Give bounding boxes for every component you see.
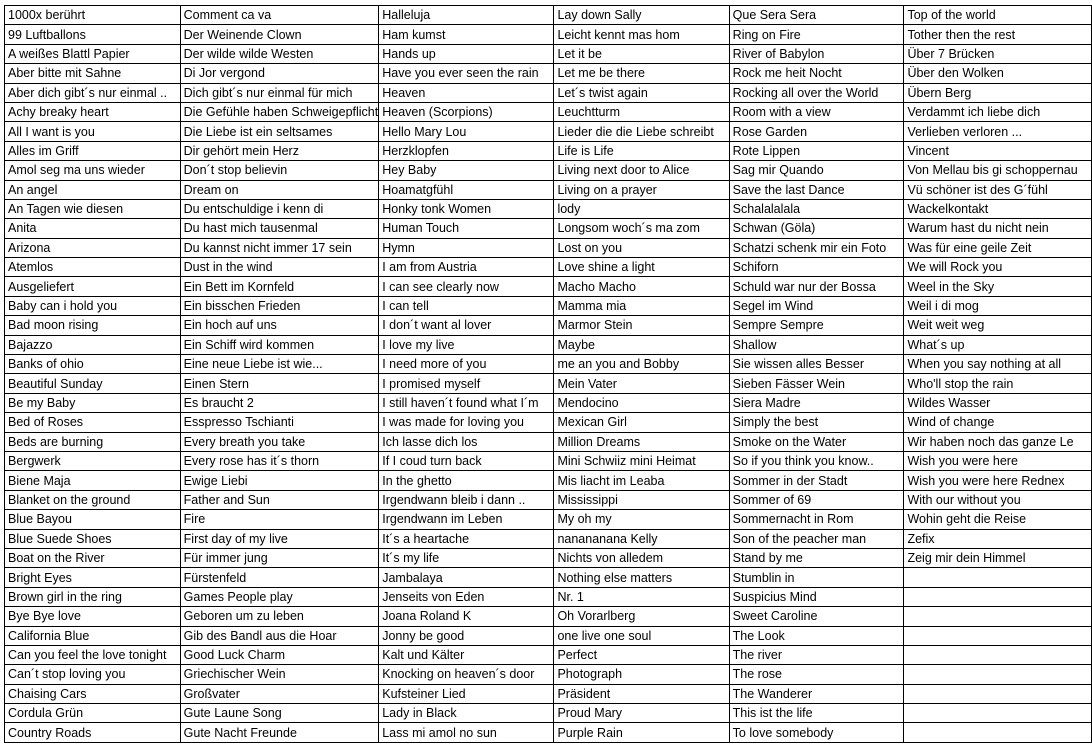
song-cell[interactable]: Die Liebe ist ein seltsames bbox=[180, 122, 379, 141]
song-cell[interactable]: Die Gefühle haben Schweigepflicht bbox=[180, 102, 379, 121]
song-cell[interactable]: Lay down Sally bbox=[554, 6, 729, 25]
table-row bbox=[5, 122, 1092, 141]
song-cell[interactable]: Macho Macho bbox=[554, 277, 729, 296]
table-row bbox=[5, 432, 1092, 451]
song-cell[interactable]: Have you ever seen the rain bbox=[379, 64, 554, 83]
song-cell[interactable]: Der wilde wilde Westen bbox=[180, 44, 379, 63]
song-cell[interactable]: A weißes Blattl Papier bbox=[5, 44, 181, 63]
song-cell[interactable] bbox=[904, 704, 1092, 723]
song-cell[interactable]: Dir gehört mein Herz bbox=[180, 141, 379, 160]
song-cell[interactable]: In the ghetto bbox=[379, 471, 554, 490]
song-cell[interactable]: Wir haben noch das ganze Le bbox=[904, 432, 1092, 451]
song-cell[interactable]: To love somebody bbox=[729, 723, 904, 742]
song-cell[interactable]: Großvater bbox=[180, 684, 379, 703]
song-cell[interactable]: If I coud turn back bbox=[379, 451, 554, 470]
table-row bbox=[5, 102, 1092, 121]
song-cell[interactable]: Blanket on the ground bbox=[5, 490, 181, 509]
table-row bbox=[5, 393, 1092, 412]
song-cell[interactable]: Save the last Dance bbox=[729, 180, 904, 199]
song-cell[interactable]: Für immer jung bbox=[180, 548, 379, 567]
table-row bbox=[5, 335, 1092, 354]
song-cell[interactable]: Nichts von alledem bbox=[554, 548, 729, 567]
song-cell[interactable]: Wohin geht die Reise bbox=[904, 510, 1092, 529]
song-cell[interactable]: Ein hoch auf uns bbox=[180, 316, 379, 335]
table-row bbox=[5, 374, 1092, 393]
table-row bbox=[5, 141, 1092, 160]
song-cell[interactable]: 1000x berührt bbox=[5, 6, 181, 25]
song-cell[interactable]: Shallow bbox=[729, 335, 904, 354]
song-cell[interactable] bbox=[904, 587, 1092, 606]
song-cell[interactable]: Übern Berg bbox=[904, 83, 1092, 102]
song-cell[interactable]: Que Sera Sera bbox=[729, 6, 904, 25]
song-cell[interactable]: Vincent bbox=[904, 141, 1092, 160]
song-cell[interactable]: Country Roads bbox=[5, 723, 181, 742]
song-cell[interactable]: Mis liacht im Leaba bbox=[554, 471, 729, 490]
table-row bbox=[5, 161, 1092, 180]
song-cell[interactable]: Ein bisschen Frieden bbox=[180, 296, 379, 315]
song-cell[interactable]: Proud Mary bbox=[554, 704, 729, 723]
song-cell[interactable]: Irgendwann im Leben bbox=[379, 510, 554, 529]
song-cell[interactable]: Bajazzo bbox=[5, 335, 181, 354]
song-cell[interactable]: Wackelkontakt bbox=[904, 199, 1092, 218]
song-cell[interactable]: Blue Suede Shoes bbox=[5, 529, 181, 548]
song-cell[interactable]: Marmor Stein bbox=[554, 316, 729, 335]
song-cell[interactable]: Ewige Liebi bbox=[180, 471, 379, 490]
song-cell[interactable]: Let it be bbox=[554, 44, 729, 63]
song-cell[interactable]: Kalt und Kälter bbox=[379, 645, 554, 664]
song-cell[interactable]: Esspresso Tschianti bbox=[180, 413, 379, 432]
song-cell[interactable]: Jambalaya bbox=[379, 568, 554, 587]
song-cell[interactable]: Love shine a light bbox=[554, 258, 729, 277]
song-cell[interactable]: Dich gibt´s nur einmal für mich bbox=[180, 83, 379, 102]
song-cell[interactable]: Photograph bbox=[554, 665, 729, 684]
song-cell[interactable]: Fürstenfeld bbox=[180, 568, 379, 587]
song-cell[interactable]: Bright Eyes bbox=[5, 568, 181, 587]
song-cell[interactable]: Cordula Grün bbox=[5, 704, 181, 723]
song-cell[interactable]: Wish you were here bbox=[904, 451, 1092, 470]
song-cell[interactable]: Herzklopfen bbox=[379, 141, 554, 160]
song-cell[interactable] bbox=[904, 568, 1092, 587]
table-row bbox=[5, 199, 1092, 218]
song-cell[interactable]: Schwan (Göla) bbox=[729, 219, 904, 238]
table-row bbox=[5, 258, 1092, 277]
song-cell[interactable]: Mein Vater bbox=[554, 374, 729, 393]
song-cell[interactable]: Verlieben verloren ... bbox=[904, 122, 1092, 141]
song-cell[interactable]: Geboren um zu leben bbox=[180, 607, 379, 626]
song-cell[interactable]: Hymn bbox=[379, 238, 554, 257]
song-cell[interactable]: Bergwerk bbox=[5, 451, 181, 470]
table-row bbox=[5, 529, 1092, 548]
song-cell[interactable]: Mini Schwiiz mini Heimat bbox=[554, 451, 729, 470]
table-row bbox=[5, 568, 1092, 587]
song-cell[interactable]: Schalalalala bbox=[729, 199, 904, 218]
table-row bbox=[5, 355, 1092, 374]
song-cell[interactable]: Lost on you bbox=[554, 238, 729, 257]
song-cell[interactable]: With our without you bbox=[904, 490, 1092, 509]
song-cell[interactable]: one live one soul bbox=[554, 626, 729, 645]
song-cell[interactable]: The rose bbox=[729, 665, 904, 684]
song-cell[interactable]: Stand by me bbox=[729, 548, 904, 567]
song-cell[interactable]: Weel in the Sky bbox=[904, 277, 1092, 296]
song-cell[interactable]: Mamma mia bbox=[554, 296, 729, 315]
song-cell[interactable]: Life is Life bbox=[554, 141, 729, 160]
song-cell[interactable]: I can see clearly now bbox=[379, 277, 554, 296]
song-cell[interactable]: Hey Baby bbox=[379, 161, 554, 180]
song-cell[interactable]: Atemlos bbox=[5, 258, 181, 277]
song-cell[interactable]: Living on a prayer bbox=[554, 180, 729, 199]
song-cell[interactable]: Heaven (Scorpions) bbox=[379, 102, 554, 121]
table-row bbox=[5, 490, 1092, 509]
song-cell[interactable]: Sweet Caroline bbox=[729, 607, 904, 626]
song-cell[interactable]: Can you feel the love tonight bbox=[5, 645, 181, 664]
song-cell[interactable]: Über 7 Brücken bbox=[904, 44, 1092, 63]
song-cell[interactable]: Nothing else matters bbox=[554, 568, 729, 587]
song-cell[interactable]: Human Touch bbox=[379, 219, 554, 238]
song-cell[interactable]: Vü schöner ist des G´fühl bbox=[904, 180, 1092, 199]
song-list-table bbox=[4, 5, 1092, 743]
table-row bbox=[5, 665, 1092, 684]
song-cell[interactable] bbox=[904, 626, 1092, 645]
song-cell[interactable]: Room with a view bbox=[729, 102, 904, 121]
song-cell[interactable]: Bed of Roses bbox=[5, 413, 181, 432]
song-cell[interactable]: Kufsteiner Lied bbox=[379, 684, 554, 703]
song-cell[interactable]: Verdammt ich liebe dich bbox=[904, 102, 1092, 121]
song-cell[interactable]: This ist the life bbox=[729, 704, 904, 723]
song-cell[interactable]: I still haven´t found what I´m bbox=[379, 393, 554, 412]
song-cell[interactable]: 99 Luftballons bbox=[5, 25, 181, 44]
table-row bbox=[5, 704, 1092, 723]
song-cell[interactable]: I can tell bbox=[379, 296, 554, 315]
song-cell[interactable] bbox=[904, 607, 1092, 626]
table-row bbox=[5, 510, 1092, 529]
table-row bbox=[5, 238, 1092, 257]
song-cell[interactable]: Be my Baby bbox=[5, 393, 181, 412]
song-cell[interactable]: Heaven bbox=[379, 83, 554, 102]
song-cell[interactable]: Don´t stop believin bbox=[180, 161, 379, 180]
song-cell[interactable]: Chaising Cars bbox=[5, 684, 181, 703]
song-cell[interactable]: Was für eine geile Zeit bbox=[904, 238, 1092, 257]
song-cell[interactable]: Wish you were here Rednex bbox=[904, 471, 1092, 490]
song-cell[interactable]: Aber bitte mit Sahne bbox=[5, 64, 181, 83]
song-cell[interactable]: Ham kumst bbox=[379, 25, 554, 44]
song-cell[interactable]: Games People play bbox=[180, 587, 379, 606]
song-cell[interactable]: Top of the world bbox=[904, 6, 1092, 25]
song-cell[interactable]: Brown girl in the ring bbox=[5, 587, 181, 606]
song-cell[interactable]: An Tagen wie diesen bbox=[5, 199, 181, 218]
song-cell[interactable]: Maybe bbox=[554, 335, 729, 354]
song-cell[interactable]: California Blue bbox=[5, 626, 181, 645]
song-cell[interactable]: Amol seg ma uns wieder bbox=[5, 161, 181, 180]
song-cell[interactable]: Smoke on the Water bbox=[729, 432, 904, 451]
table-row bbox=[5, 219, 1092, 238]
song-cell[interactable]: Sommer of 69 bbox=[729, 490, 904, 509]
song-cell[interactable]: Perfect bbox=[554, 645, 729, 664]
song-cell[interactable]: Sie wissen alles Besser bbox=[729, 355, 904, 374]
song-cell[interactable]: Achy breaky heart bbox=[5, 102, 181, 121]
song-cell[interactable]: Hello Mary Lou bbox=[379, 122, 554, 141]
song-cell[interactable]: Lass mi amol no sun bbox=[379, 723, 554, 742]
song-cell[interactable]: Simply the best bbox=[729, 413, 904, 432]
song-cell[interactable]: First day of my live bbox=[180, 529, 379, 548]
song-cell[interactable]: Sag mir Quando bbox=[729, 161, 904, 180]
song-cell[interactable]: Rocking all over the World bbox=[729, 83, 904, 102]
song-cell[interactable]: Beautiful Sunday bbox=[5, 374, 181, 393]
song-cell[interactable]: Father and Sun bbox=[180, 490, 379, 509]
song-cell[interactable]: me an you and Bobby bbox=[554, 355, 729, 374]
table-row bbox=[5, 451, 1092, 470]
song-cell[interactable]: Griechischer Wein bbox=[180, 665, 379, 684]
song-cell[interactable]: Bad moon rising bbox=[5, 316, 181, 335]
song-cell[interactable]: Beds are burning bbox=[5, 432, 181, 451]
song-cell[interactable]: Hoamatgfühl bbox=[379, 180, 554, 199]
song-cell[interactable]: Halleluja bbox=[379, 6, 554, 25]
song-cell[interactable]: Alles im Griff bbox=[5, 141, 181, 160]
song-cell[interactable]: Stumblin in bbox=[729, 568, 904, 587]
song-cell[interactable]: lody bbox=[554, 199, 729, 218]
song-cell[interactable]: Can´t stop loving you bbox=[5, 665, 181, 684]
song-cell[interactable]: River of Babylon bbox=[729, 44, 904, 63]
song-cell[interactable]: Lady in Black bbox=[379, 704, 554, 723]
song-cell[interactable]: Living next door to Alice bbox=[554, 161, 729, 180]
song-cell[interactable]: Über den Wolken bbox=[904, 64, 1092, 83]
table-row bbox=[5, 723, 1092, 742]
song-cell[interactable]: Mexican Girl bbox=[554, 413, 729, 432]
song-cell[interactable]: Aber dich gibt´s nur einmal .. bbox=[5, 83, 181, 102]
song-cell[interactable]: Schiforn bbox=[729, 258, 904, 277]
song-cell[interactable]: Rote Lippen bbox=[729, 141, 904, 160]
song-cell[interactable] bbox=[904, 723, 1092, 742]
song-cell[interactable]: Million Dreams bbox=[554, 432, 729, 451]
song-cell[interactable]: Du hast mich tausenmal bbox=[180, 219, 379, 238]
song-list-body bbox=[5, 6, 1092, 743]
song-cell[interactable]: I promised myself bbox=[379, 374, 554, 393]
song-cell[interactable]: Fire bbox=[180, 510, 379, 529]
song-cell[interactable]: Es braucht 2 bbox=[180, 393, 379, 412]
song-cell[interactable]: Banks of ohio bbox=[5, 355, 181, 374]
song-cell[interactable]: Präsident bbox=[554, 684, 729, 703]
song-cell[interactable]: When you say nothing at all bbox=[904, 355, 1092, 374]
song-cell[interactable]: Let´s twist again bbox=[554, 83, 729, 102]
song-cell[interactable]: Sieben Fässer Wein bbox=[729, 374, 904, 393]
song-cell[interactable]: Irgendwann bleib i dann .. bbox=[379, 490, 554, 509]
song-cell[interactable]: Biene Maja bbox=[5, 471, 181, 490]
song-cell[interactable]: Siera Madre bbox=[729, 393, 904, 412]
song-cell[interactable]: All I want is you bbox=[5, 122, 181, 141]
song-cell[interactable]: Leuchtturm bbox=[554, 102, 729, 121]
song-cell[interactable]: Zefix bbox=[904, 529, 1092, 548]
song-cell[interactable]: Du kannst nicht immer 17 sein bbox=[180, 238, 379, 257]
song-cell[interactable] bbox=[904, 665, 1092, 684]
table-row bbox=[5, 25, 1092, 44]
song-cell[interactable]: Ich lasse dich los bbox=[379, 432, 554, 451]
song-cell[interactable]: I need more of you bbox=[379, 355, 554, 374]
song-cell[interactable]: I was made for loving you bbox=[379, 413, 554, 432]
table-row bbox=[5, 645, 1092, 664]
song-cell[interactable]: Weit weit weg bbox=[904, 316, 1092, 335]
song-cell[interactable]: Ring on Fire bbox=[729, 25, 904, 44]
song-cell[interactable]: Jenseits von Eden bbox=[379, 587, 554, 606]
song-cell[interactable]: Knocking on heaven´s door bbox=[379, 665, 554, 684]
song-cell[interactable]: Schatzi schenk mir ein Foto bbox=[729, 238, 904, 257]
table-row bbox=[5, 684, 1092, 703]
song-cell[interactable]: Boat on the River bbox=[5, 548, 181, 567]
table-row bbox=[5, 626, 1092, 645]
song-cell[interactable]: We will Rock you bbox=[904, 258, 1092, 277]
song-cell[interactable]: Who'll stop the rain bbox=[904, 374, 1092, 393]
song-cell[interactable] bbox=[904, 684, 1092, 703]
song-cell[interactable]: Dream on bbox=[180, 180, 379, 199]
song-cell[interactable]: Son of the peacher man bbox=[729, 529, 904, 548]
song-cell[interactable]: Blue Bayou bbox=[5, 510, 181, 529]
song-cell[interactable]: Gute Nacht Freunde bbox=[180, 723, 379, 742]
song-cell[interactable]: What´s up bbox=[904, 335, 1092, 354]
song-cell[interactable]: Purple Rain bbox=[554, 723, 729, 742]
song-cell[interactable]: Every breath you take bbox=[180, 432, 379, 451]
song-cell[interactable]: Honky tonk Women bbox=[379, 199, 554, 218]
song-cell[interactable]: Anita bbox=[5, 219, 181, 238]
song-cell[interactable]: Ein Schiff wird kommen bbox=[180, 335, 379, 354]
table-row bbox=[5, 6, 1092, 25]
song-cell[interactable]: Comment ca va bbox=[180, 6, 379, 25]
song-cell[interactable]: Zeig mir dein Himmel bbox=[904, 548, 1092, 567]
song-cell[interactable]: Arizona bbox=[5, 238, 181, 257]
song-cell[interactable]: Let me be there bbox=[554, 64, 729, 83]
table-row bbox=[5, 83, 1092, 102]
table-row bbox=[5, 44, 1092, 63]
song-cell[interactable]: Nr. 1 bbox=[554, 587, 729, 606]
song-cell[interactable]: Joana Roland K bbox=[379, 607, 554, 626]
song-cell[interactable]: Wind of change bbox=[904, 413, 1092, 432]
song-cell[interactable]: Rock me heit Nocht bbox=[729, 64, 904, 83]
song-cell[interactable]: I love my live bbox=[379, 335, 554, 354]
song-cell[interactable]: Ausgeliefert bbox=[5, 277, 181, 296]
song-cell[interactable]: Bye Bye love bbox=[5, 607, 181, 626]
table-row bbox=[5, 64, 1092, 83]
table-row bbox=[5, 587, 1092, 606]
song-cell[interactable]: Weil i di mog bbox=[904, 296, 1092, 315]
song-cell[interactable]: Wildes Wasser bbox=[904, 393, 1092, 412]
song-cell[interactable]: Longsom woch´s ma zom bbox=[554, 219, 729, 238]
song-cell[interactable]: Sommernacht in Rom bbox=[729, 510, 904, 529]
song-cell[interactable]: Eine neue Liebe ist wie... bbox=[180, 355, 379, 374]
song-cell[interactable]: Warum hast du nicht nein bbox=[904, 219, 1092, 238]
table-row bbox=[5, 180, 1092, 199]
song-cell[interactable]: Suspicius Mind bbox=[729, 587, 904, 606]
song-cell[interactable]: The Wanderer bbox=[729, 684, 904, 703]
table-row bbox=[5, 277, 1092, 296]
table-row bbox=[5, 607, 1092, 626]
song-cell[interactable] bbox=[904, 645, 1092, 664]
song-cell[interactable]: It´s my life bbox=[379, 548, 554, 567]
song-cell[interactable]: Good Luck Charm bbox=[180, 645, 379, 664]
song-cell[interactable]: Der Weinende Clown bbox=[180, 25, 379, 44]
song-cell[interactable]: Ein Bett im Kornfeld bbox=[180, 277, 379, 296]
song-cell[interactable]: I am from Austria bbox=[379, 258, 554, 277]
song-cell[interactable]: Baby can i hold you bbox=[5, 296, 181, 315]
song-cell[interactable]: The Look bbox=[729, 626, 904, 645]
song-cell[interactable]: Rose Garden bbox=[729, 122, 904, 141]
song-cell[interactable]: Schuld war nur der Bossa bbox=[729, 277, 904, 296]
table-row bbox=[5, 471, 1092, 490]
song-cell[interactable]: Du entschuldige i kenn di bbox=[180, 199, 379, 218]
table-row bbox=[5, 316, 1092, 335]
song-cell[interactable]: An angel bbox=[5, 180, 181, 199]
song-cell[interactable]: Sempre Sempre bbox=[729, 316, 904, 335]
table-row bbox=[5, 413, 1092, 432]
song-cell[interactable]: Einen Stern bbox=[180, 374, 379, 393]
table-row bbox=[5, 296, 1092, 315]
song-cell[interactable]: Oh Vorarlberg bbox=[554, 607, 729, 626]
song-cell[interactable]: I don´t want al lover bbox=[379, 316, 554, 335]
song-cell[interactable]: Di Jor vergond bbox=[180, 64, 379, 83]
song-cell[interactable]: Dust in the wind bbox=[180, 258, 379, 277]
song-cell[interactable]: Mississippi bbox=[554, 490, 729, 509]
song-cell[interactable]: Mendocino bbox=[554, 393, 729, 412]
song-cell[interactable]: Sommer in der Stadt bbox=[729, 471, 904, 490]
song-cell[interactable]: So if you think you know.. bbox=[729, 451, 904, 470]
song-cell[interactable]: Von Mellau bis gi schoppernau bbox=[904, 161, 1092, 180]
song-cell[interactable]: The river bbox=[729, 645, 904, 664]
song-cell[interactable]: nanananana Kelly bbox=[554, 529, 729, 548]
song-cell[interactable]: Gib des Bandl aus die Hoar bbox=[180, 626, 379, 645]
song-cell[interactable]: Tother then the rest bbox=[904, 25, 1092, 44]
song-cell[interactable]: Lieder die die Liebe schreibt bbox=[554, 122, 729, 141]
song-cell[interactable]: Hands up bbox=[379, 44, 554, 63]
song-cell[interactable]: Jonny be good bbox=[379, 626, 554, 645]
table-row bbox=[5, 548, 1092, 567]
song-cell[interactable]: Segel im Wind bbox=[729, 296, 904, 315]
song-cell[interactable]: Gute Laune Song bbox=[180, 704, 379, 723]
song-cell[interactable]: Leicht kennt mas hom bbox=[554, 25, 729, 44]
song-cell[interactable]: Every rose has it´s thorn bbox=[180, 451, 379, 470]
song-cell[interactable]: My oh my bbox=[554, 510, 729, 529]
song-cell[interactable]: It´s a heartache bbox=[379, 529, 554, 548]
